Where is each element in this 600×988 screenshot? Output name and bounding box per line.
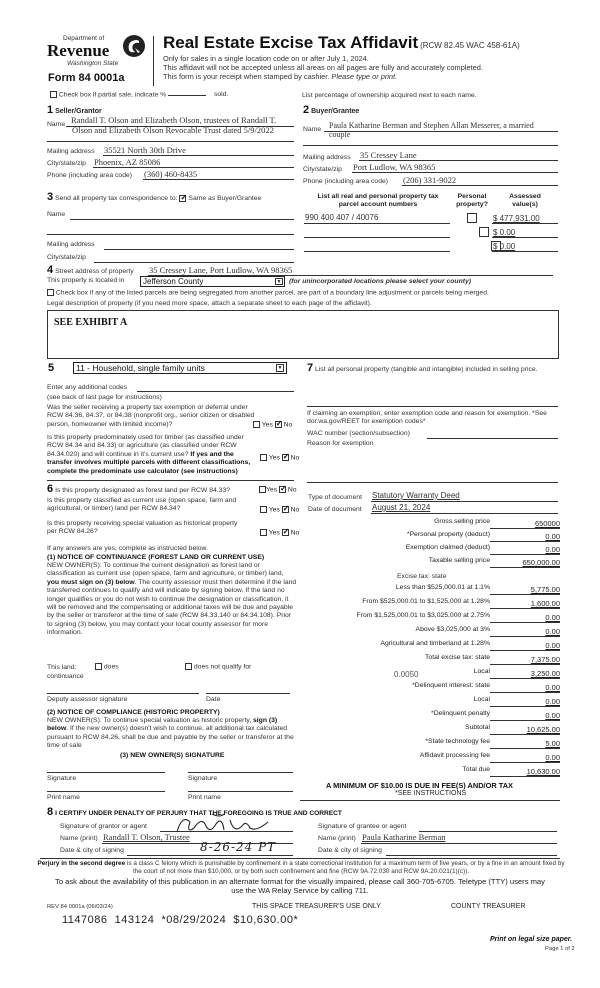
corr-mailing-label: Mailing address (47, 241, 95, 248)
seller-name-line1[interactable]: Randall T. Olson and Elizabeth Olson, trustees of Randall T. (71, 115, 277, 125)
page-number: Page 1 of 2 (545, 946, 575, 952)
header-line3-row (163, 72, 397, 81)
section5-divider (47, 480, 294, 481)
q5b-yes-label: Yes (268, 454, 280, 462)
parcel-underline-2 (304, 237, 450, 238)
fees-divider (300, 800, 560, 801)
header-line1: Only for sales in a single location code on or after July 1, 2024. (163, 54, 369, 63)
fee-personal-value[interactable]: 0.00 (545, 532, 560, 541)
seller-mailing[interactable]: 35521 North 30th Drive (104, 145, 186, 155)
notice1-body (47, 562, 297, 638)
dor-swirl-icon (121, 33, 147, 59)
fee-total-state (300, 654, 580, 665)
fee-exemption-label: Exemption claimed (deduct) (405, 544, 490, 551)
assessed-underline-3 (492, 251, 558, 252)
does-label: does (103, 663, 119, 671)
owner-signature-label-2: Signature (188, 775, 218, 782)
does-not-option (185, 663, 251, 670)
section7-label-row (307, 364, 562, 374)
buyer-name-line1[interactable]: Paula Katharine Berman and Stephen Allan Messerer, a married (329, 121, 534, 130)
excise-header: Excise tax: state (397, 573, 447, 580)
q6c-yes-label: Yes (268, 529, 280, 537)
fee-tech-value[interactable]: 5.00 (545, 739, 560, 748)
q5b-yes-checkbox[interactable] (260, 454, 267, 461)
property-street[interactable]: 35 Cressey Lane, Port Ludlow, WA 98365 (149, 265, 293, 275)
fee-delinq-local (300, 696, 580, 707)
fee-tier4 (300, 626, 580, 637)
fee-delinq-state-label: *Delinquent interest: state (412, 682, 490, 689)
local-rate: 0.0050 (394, 670, 419, 679)
county-dropdown-icon[interactable]: ▼ (276, 279, 282, 285)
assessed-value-3[interactable]: $ 0.00 (493, 242, 516, 251)
fee-tier1-label: Less than $525,000.01 at 1.1% (395, 584, 490, 591)
county-note: (for unincorporated locations please select your county) (289, 278, 472, 285)
correspondence-heading (47, 191, 261, 203)
ownership-note: List percentage of ownership acquired next to each name. (302, 92, 477, 99)
q6b-no-label: No (290, 506, 300, 514)
perjury-bold: Perjury in the second degree (37, 860, 126, 867)
deputy-date-field[interactable] (206, 693, 290, 694)
form-number: Form 84 0001a (48, 72, 125, 84)
this-land-label: This land: (47, 664, 77, 671)
buyer-phone-label: Phone (including area code) (303, 178, 389, 185)
seller-name-label: Name (47, 121, 66, 128)
fee-taxable-label: Taxable selling price (428, 557, 490, 564)
parcel-underline-1 (304, 223, 450, 224)
fee-processing (300, 752, 580, 763)
owner-signature-label-1: Signature (47, 775, 77, 782)
form-title: Real Estate Excise Tax Affidavit (163, 33, 419, 52)
grantee-signature-label: Signature of grantee or agent (318, 823, 407, 830)
notice1-bold: you must sign on (3) below (47, 578, 135, 586)
wac-label: WAC number (section/subsection) (307, 430, 410, 437)
fee-personal (300, 531, 580, 542)
fee-total-due-value[interactable]: 10,630.00 (526, 767, 560, 776)
segregated-label: Check box if any of the listed parcels are being segregated from another parcel, are part of a boundary line adjustment or parcels being merged. (55, 289, 489, 297)
buyer-title: Buyer/Grantee (311, 108, 360, 115)
partial-sale-row (50, 91, 228, 98)
q5b-no-checkbox[interactable] (282, 454, 289, 461)
grantee-name-underline (361, 843, 557, 844)
exemption-note: If claiming an exemption, enter exemption code and reason for exemption. *See dor.wa.gov/REET for exemption codes* (307, 410, 547, 426)
notice2-bold: sign (3) below (47, 717, 278, 733)
timber-question (47, 434, 252, 476)
section5-number: 5 (48, 362, 55, 374)
grantor-date-label: Date & city of signing (60, 847, 124, 854)
fee-delinq-state (300, 682, 580, 693)
accessibility-note: To ask about the availability of this publication in an alternate format for the visually impaired, please call 360-705-6705. Teletype (TTY) users may use the WA Relay Service by calling 711. (55, 877, 545, 895)
new-owner-sig-title: (3) NEW OWNER(S) SIGNATURE (120, 752, 225, 759)
assessed-underline-2 (492, 237, 558, 238)
grantor-signature-label: Signature of grantor or agent (60, 823, 147, 830)
q5a-yes-checkbox[interactable] (253, 421, 260, 428)
corr-name-field[interactable] (70, 219, 294, 220)
does-checkbox[interactable] (95, 663, 102, 670)
grantor-name[interactable]: Randall T. Olson, Trustee (103, 832, 190, 842)
buyer-phone-underline (402, 185, 558, 186)
wac-field[interactable] (427, 438, 558, 439)
section6-number: 6 (47, 483, 54, 495)
fee-personal-label: *Personal property (deduct) (406, 531, 490, 538)
fee-local-value[interactable]: 3,250.00 (530, 669, 560, 678)
fee-ag (300, 640, 580, 651)
seller-mailing-label: Mailing address (47, 148, 95, 155)
seller-phone-label: Phone (including area code) (47, 172, 133, 179)
fee-exemption-value[interactable]: 0.00 (545, 545, 560, 554)
fee-tier1 (300, 584, 580, 595)
q5a-yes-label: Yes (261, 421, 273, 429)
additional-codes-label: Enter any additional codes (47, 384, 128, 391)
fee-processing-value[interactable]: 0.00 (545, 753, 560, 762)
segregated-checkbox[interactable] (47, 289, 54, 296)
grantee-date-label: Date & city of signing (318, 847, 382, 854)
rev-number: REV 84 0001a (06/03/24) (47, 904, 113, 910)
does-not-checkbox[interactable] (185, 663, 192, 670)
q6a-yes-checkbox[interactable] (259, 486, 266, 493)
partial-sale-checkbox[interactable] (50, 91, 57, 98)
section8-number: 8 (47, 806, 54, 818)
doc-date-label: Date of document (308, 506, 362, 513)
fee-tier4-value[interactable]: 0.00 (545, 627, 560, 636)
fee-tier1-value[interactable]: 5,775.00 (530, 585, 560, 594)
segregated-row (47, 289, 489, 296)
logo-dept-of: Department of (63, 35, 105, 42)
partial-sale-label: Check box if partial sale, indicate % (58, 91, 167, 99)
grantor-date-underline (127, 855, 293, 856)
forest-question-row (47, 483, 230, 495)
fee-local (300, 668, 580, 679)
fee-delinq-penalty-label: *Delinquent penalty (431, 710, 490, 717)
reason-field[interactable] (307, 482, 558, 483)
q6c-no-checkbox[interactable] (282, 529, 289, 536)
q5b-answer (260, 454, 299, 461)
fee-tier4-label: Above $3,025,000 at 3% (415, 626, 490, 633)
personal-property-checkbox-2[interactable] (479, 227, 489, 237)
q6a-answer (259, 486, 297, 493)
property-street-row (47, 264, 134, 276)
fee-tier3-value[interactable]: 0.00 (545, 613, 560, 622)
grantee-date-field[interactable] (386, 855, 557, 856)
fee-total-due-label: Total due (462, 766, 490, 773)
header-divider (153, 36, 154, 86)
buyer-name-underline1 (324, 131, 558, 132)
fee-exemption (300, 544, 580, 555)
fee-total-due (300, 766, 580, 777)
fee-gross (300, 518, 580, 529)
deputy-signature-label: Deputy assessor signature (47, 696, 128, 703)
county-treasurer: COUNTY TREASURER (451, 903, 526, 910)
fee-tier3 (300, 612, 580, 623)
dor-logo (47, 33, 147, 73)
notice1-title: (1) NOTICE OF CONTINUANCE (FOREST LAND OR CURRENT USE) (47, 554, 265, 561)
forest-question: Is this property designated as forest land per RCW 84.33? (55, 487, 231, 494)
see-back-note: (see back of last page for instructions) (47, 394, 162, 401)
doc-type-label: Type of document (308, 494, 363, 501)
seller-city-underline (93, 167, 294, 168)
notice1-text-a: NEW OWNER(S): To continue the current designation as forest land or classification as current use (open space, farm and agriculture, or timber) land, (47, 562, 284, 578)
property-number: 4 (47, 264, 54, 276)
q6c-answer (260, 529, 299, 536)
fee-subtotal-value[interactable]: 10,625.00 (526, 725, 560, 734)
fee-taxable-value[interactable]: 650,000.00 (522, 558, 560, 567)
q6b-yes-label: Yes (268, 506, 280, 514)
fee-total-state-value[interactable]: 7,375.00 (530, 655, 560, 664)
owner-print-field-2[interactable] (188, 791, 293, 792)
buyer-mailing-underline (359, 160, 558, 161)
fee-delinq-state-value[interactable]: 0.00 (545, 683, 560, 692)
seller-mailing-underline (103, 155, 294, 156)
notice2-text-a: NEW OWNER(S): To continue special valuation as historic property, (47, 717, 252, 724)
treasurer-stamp: 1147086 143124 *08/29/2024 $10,630.00* (62, 914, 299, 926)
county-select[interactable] (140, 276, 285, 287)
correspondence-label: Send all property tax correspondence to: (55, 195, 178, 202)
q6a-no-checkbox[interactable] (279, 486, 286, 493)
historical-question: Is this property receiving special valuation as historical property per RCW 84.26? (47, 520, 238, 536)
buyer-city-underline (352, 172, 558, 173)
minimum-due-note: A MINIMUM OF $10.00 IS DUE IN FEE(S) AND/OR TAX (326, 781, 513, 790)
section7-label: List all personal property (tangible and intangible) included in selling price. (315, 366, 538, 373)
same-as-buyer-checkbox[interactable] (179, 195, 186, 202)
notice2-body (47, 717, 297, 751)
legal-description-field[interactable] (47, 310, 559, 359)
fee-ag-value[interactable]: 0.00 (545, 641, 560, 650)
owner-print-label-1: Print name (47, 794, 80, 801)
parcel-col-header: List all real and personal property tax parcel account numbers (317, 193, 439, 208)
parcel-underline-3 (304, 251, 450, 252)
county-select-value: Jefferson County (143, 277, 204, 286)
seller-phone[interactable]: (360) 460-8435 (144, 169, 198, 179)
treasurer-use-only: THIS SPACE TREASURER'S USE ONLY (252, 903, 381, 910)
fee-subtotal-label: Subtotal (465, 724, 490, 731)
fee-tier2 (300, 598, 580, 609)
buyer-mailing-label: Mailing address (303, 154, 351, 161)
owner-print-label-2: Print name (188, 794, 221, 801)
header-line2: This affidavit will not be accepted unless all areas on all pages are fully and accurately completed. (163, 63, 483, 72)
fee-ag-label: Agricultural and timberland at 1.28% (380, 640, 490, 647)
buyer-name-underline2 (303, 145, 558, 146)
legal-description-text: SEE EXHIBIT A (54, 317, 128, 328)
current-use-question: Is this property classified as current use (open space, farm and agricultural, or timber) land per RCW 84.34? (47, 497, 237, 513)
owner-print-field-1[interactable] (47, 791, 165, 792)
use-code-dropdown-icon[interactable]: ▼ (277, 365, 283, 371)
fee-delinq-penalty (300, 710, 580, 721)
additional-codes-field[interactable] (137, 391, 294, 392)
notice2-title: (2) NOTICE OF COMPLIANCE (HISTORIC PROPERTY) (47, 709, 220, 716)
certify-text: I CERTIFY UNDER PENALTY OF PERJURY THAT THE FOREGOING IS TRUE AND CORRECT (55, 810, 342, 817)
exemption-deferral-question: Was the seller receiving a property tax exemption or deferral under RCW 84.36, 84.37, or 84.38 (nonprofit org., senior citizen or disabled person, homeowner with limited income)? (47, 404, 255, 428)
doc-type-value[interactable]: Statutory Warranty Deed (372, 491, 460, 500)
if-yes-note: If any answers are yes, complete as instructed below. (47, 545, 208, 552)
grantor-date-value[interactable]: 8-26-24 PT (200, 840, 277, 854)
owner-signature-field-1[interactable] (47, 772, 165, 773)
deputy-date-label: Date (206, 696, 221, 703)
seller-name-line2[interactable]: Olson and Elizabeth Olson Revocable Trust dated 5/9/2022 (72, 125, 274, 135)
buyer-heading (303, 104, 359, 116)
grantee-name[interactable]: Paula Katharine Berman (362, 832, 446, 842)
seller-city-label: City/state/zip (47, 160, 86, 167)
doc-date-underline (371, 513, 558, 514)
doc-type-underline (371, 501, 558, 502)
q6a-no-label: No (287, 486, 297, 494)
deputy-signature-field[interactable] (47, 693, 199, 694)
fee-gross-label: Gross selling price (434, 518, 490, 525)
q5b-no-label: No (290, 454, 300, 462)
corr-name-field-2[interactable] (47, 234, 294, 235)
q5a-no-checkbox[interactable] (275, 421, 282, 428)
fee-subtotal (300, 724, 580, 735)
doc-date-value[interactable]: August 21, 2024 (372, 503, 431, 512)
header-line3: This form is your receipt when stamped by cashier. (163, 72, 330, 81)
corr-city-label: City/state/zip (47, 254, 86, 261)
notice2-text-b: . If the new owner(s) doesn't wish to continue, all additional tax calculated pursuant to RCW 84.26, shall be due and payable by the seller or transferor at the time of sale (47, 725, 294, 750)
fee-tier3-label: From $1,525,000.01 to $3,025,000 at 2.75% (356, 612, 490, 619)
corr-city-field[interactable] (94, 262, 294, 263)
property-street-label: Street address of property (55, 268, 134, 275)
fee-tier2-label: From $525,000.01 to $1,525,000 at 1.28% (362, 598, 490, 605)
fee-tier2-value[interactable]: 1,600.00 (530, 599, 560, 608)
perjury-note (36, 860, 566, 875)
fee-delinq-local-value[interactable]: 0.00 (545, 697, 560, 706)
legal-description-label: Legal description of property (if you need more space, attach a separate sheet to each page of the affidavit). (47, 300, 372, 307)
fee-delinq-local-label: Local (473, 696, 490, 703)
grantor-name-label: Name (print) (60, 835, 98, 842)
logo-revenue: Revenue (47, 41, 110, 60)
seller-city[interactable]: Phoenix, AZ 85086 (94, 157, 161, 167)
grantee-name-label: Name (print) (318, 835, 356, 842)
property-located-label: This property is located in (47, 277, 125, 284)
fee-taxable (300, 557, 580, 568)
partial-sale-sold: sold. (213, 91, 229, 99)
q5a-no-label: No (283, 421, 293, 429)
corr-mailing-field[interactable] (104, 249, 294, 250)
partial-sale-percent[interactable] (168, 95, 206, 96)
personal-property-checkbox-1[interactable] (467, 213, 477, 223)
fee-tech (300, 738, 580, 749)
same-as-buyer-label: Same as Buyer/Grantee (188, 195, 262, 202)
owner-signature-field-2[interactable] (188, 772, 293, 773)
does-not-label: does not qualify for (193, 663, 252, 671)
perjury-text: is a class C felony which is punishable by confinement in a state correctional institution for a maximum term of five years, or by a fine in an amount fixed by the court of not more than $10,000, or by both such confinement and fine (RCW 9A.72.030 and RCW 9A.20.021(1)(c)). (125, 860, 565, 875)
does-option (95, 663, 119, 670)
buyer-mailing[interactable]: 35 Cressey Lane (360, 150, 417, 160)
timber-question-bold: If yes and the transfer involves multiple parcels with different classifications, complete the predominate use calculator (see instructions) (47, 450, 251, 475)
q6c-yes-checkbox[interactable] (260, 529, 267, 536)
form-title-row (163, 33, 520, 53)
fee-local-label: Local (473, 668, 490, 675)
q5a-answer (253, 421, 292, 428)
assessed-col-header: Assessed value(s) (509, 193, 541, 208)
seller-title: Seller/Grantor (55, 108, 102, 115)
fee-tech-label: *State technology fee (425, 738, 490, 745)
logo-state: Washington State (67, 60, 119, 67)
assessed-value-1[interactable]: $ 477,931.00 (493, 214, 540, 223)
notice1-text-b: . The county assessor must then determine if the land transferred continues to qualify and will indicate by signing below. If the land no longer qualifies or you do not wish to continue the designation or classification, it will be removed and the compensating or additional taxes will be due and payable by the seller or transferor at the time of sale (RCW 84.33.140 or 84.34.108). Prior to signing (3) below, you may contact your local county assessor for more information. (47, 578, 297, 637)
print-legal-note: Print on legal size paper. (490, 936, 573, 943)
buyer-name-line2[interactable]: couple (329, 130, 351, 139)
correspondence-number: 3 (47, 191, 54, 203)
section7-number: 7 (307, 362, 314, 374)
use-code-value: 11 - Household, single family units (76, 363, 205, 373)
reason-label: Reason for exemption (307, 440, 374, 447)
fee-delinq-penalty-value[interactable]: 0.00 (545, 711, 560, 720)
seller-phone-underline (143, 179, 294, 180)
fee-total-state-label: Total excise tax: state (425, 654, 490, 661)
q6b-yes-checkbox[interactable] (260, 506, 267, 513)
buyer-city[interactable]: Port Ludlow, WA 98365 (353, 162, 436, 172)
personal-property-field[interactable] (307, 406, 558, 407)
buyer-name-label: Name (303, 126, 322, 133)
seller-number: 1 (47, 104, 54, 116)
buyer-number: 2 (303, 104, 310, 116)
q6b-no-checkbox[interactable] (282, 506, 289, 513)
see-instructions-note: *SEE INSTRUCTIONS (395, 790, 467, 797)
header-line3-italic: Please type or print. (331, 72, 398, 81)
section8-divider (40, 858, 560, 859)
continuance-label: continuance (47, 673, 84, 680)
form-rcw: (RCW 82.45 WAC 458-61A) (420, 41, 520, 50)
buyer-phone[interactable]: (206) 331-9022 (403, 175, 457, 185)
timber-question-text: Is this property predominately used for timber (as classified under RCW 84.34 and 84.33) or agriculture (as classified under RCW 84.34.020) and will continue in it's current use? (47, 434, 244, 458)
q6a-yes-label: Yes (266, 486, 278, 494)
assessed-underline-1 (492, 223, 558, 224)
use-code-select[interactable] (73, 362, 287, 374)
personal-col-header: Personal property? (456, 193, 488, 208)
q6b-answer (260, 506, 299, 513)
parcel-number-1[interactable]: 990 400 407 / 40076 (305, 213, 379, 222)
fee-processing-label: Affidavit processing fee (419, 752, 490, 759)
assessed-value-2[interactable]: $ 0.00 (493, 228, 516, 237)
fee-gross-value[interactable]: 650000 (534, 519, 560, 528)
buyer-city-label: City/state/zip (303, 166, 342, 173)
corr-name-label: Name (47, 211, 66, 218)
q6c-no-label: No (290, 529, 300, 537)
seller-name-underline2 (47, 141, 294, 142)
